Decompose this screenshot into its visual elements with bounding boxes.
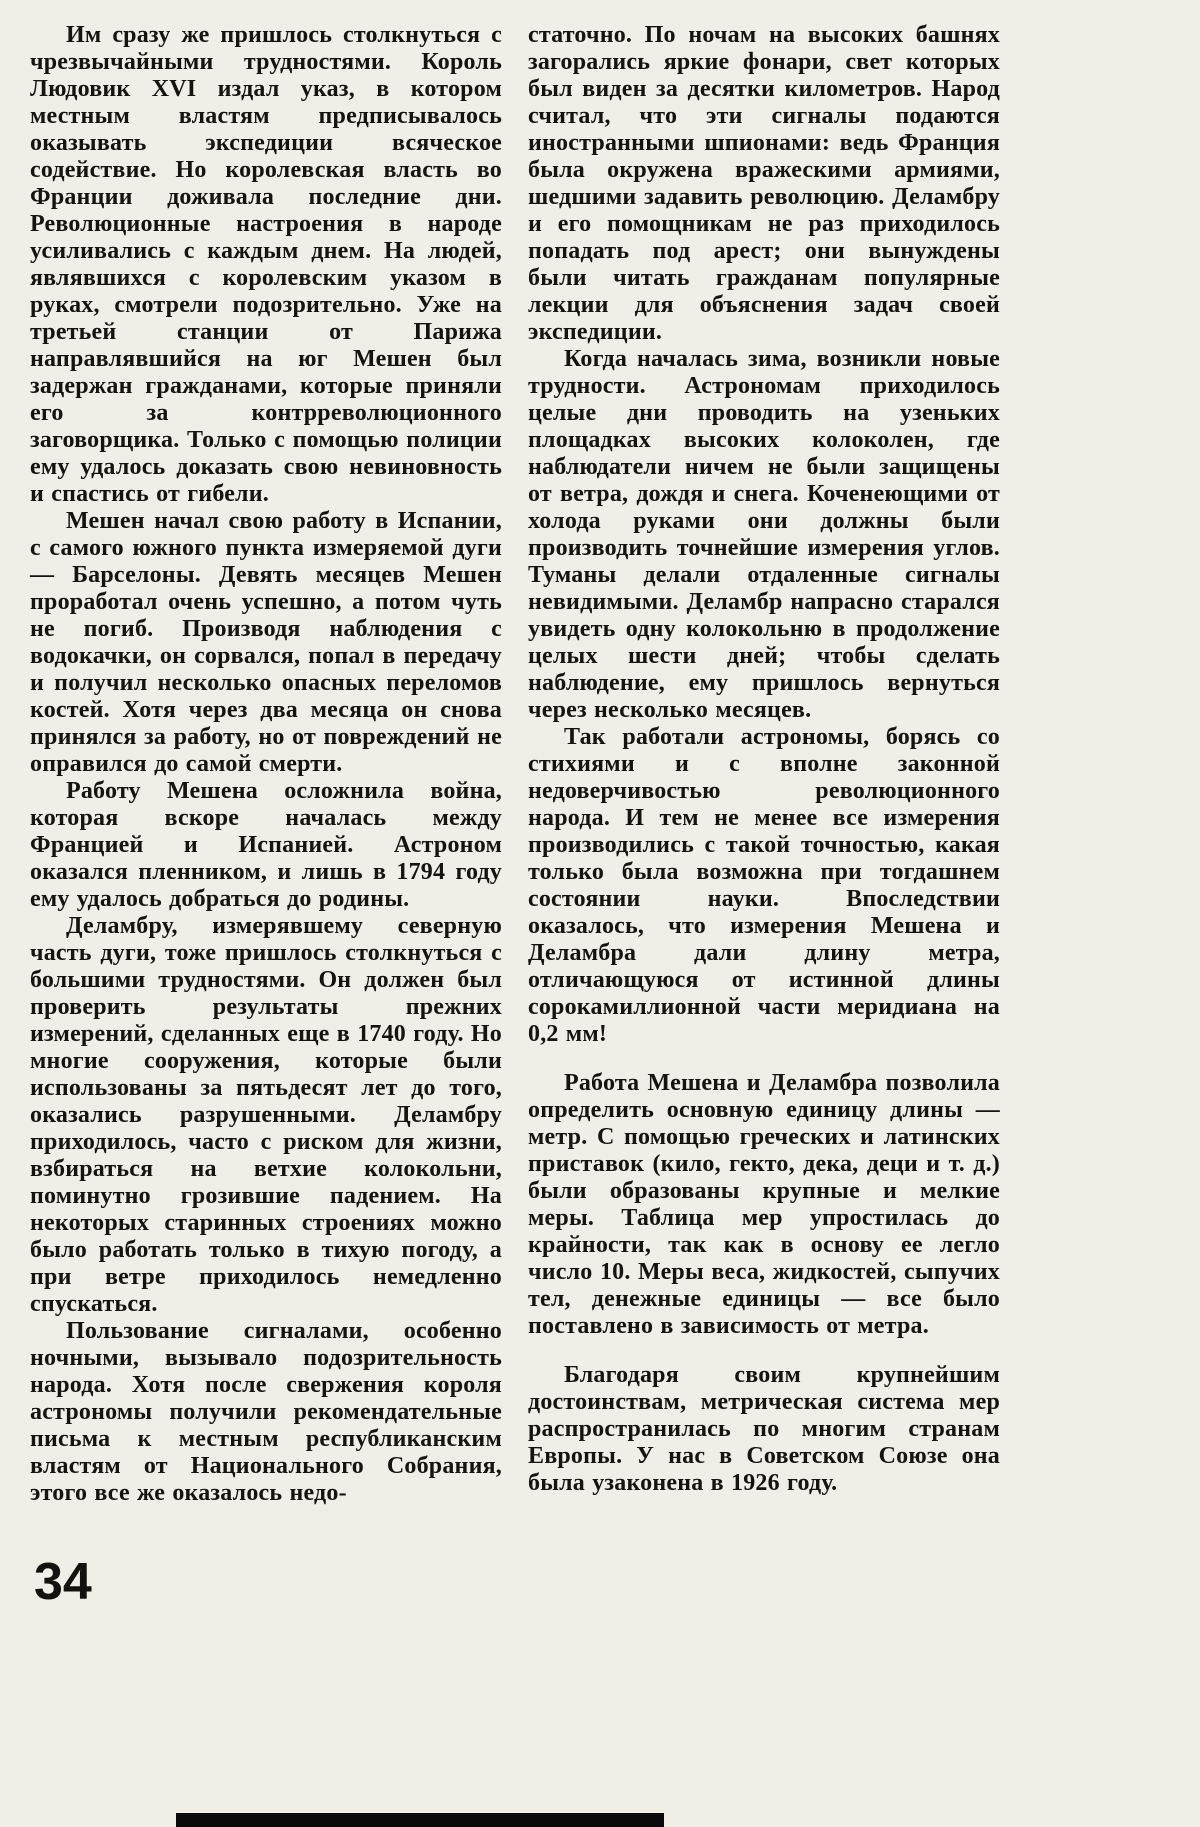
left-column — [30, 22, 502, 1507]
paragraph: Так работали астрономы, борясь со стихиями и с вполне законной недоверчивостью революционного народа. И тем не менее все измерения производились с такой точностью, какая только была возможна при тогдашнем состоянии науки. Впоследствии оказалось, что измерения Мешена и Деламбра дали длину метра, отличающуюся от истинной длины сорокамиллионной части меридиана на 0,2 мм! — [528, 724, 1000, 1047]
paragraph: Деламбру, измерявшему северную часть дуги, тоже пришлось столкнуться с большими трудностями. Он должен был проверить результаты прежних измерений, сделанных еще в 1740 году. Но многие сооружения, которые были использованы за пятьдесят лет до того, оказались разрушенными. Деламбру приходилось, часто с риском для жизни, взбираться на ветхие колокольни, поминутно грозившие падением. На некоторых старинных строениях можно было работать только в тихую погоду, а при ветре приходилось немедленно спускаться. — [30, 913, 502, 1317]
paragraph: Благодаря своим крупнейшим достоинствам, метрическая система мер распространилась по многим странам Европы. У нас в Советском Союзе она была узаконена в 1926 году. — [528, 1362, 1000, 1496]
right-column — [528, 22, 1000, 1507]
page-number: 34 — [34, 1553, 92, 1611]
paragraph: Работа Мешена и Деламбра позволила определить основную единицу длины — метр. С помощью греческих и латинских приставок (кило, гекто, дека, деци и т. д.) были образованы крупные и мелкие меры. Таблица мер упростилась до крайности, так как в основу ее легло число 10. Меры веса, жидкостей, сыпучих тел, денежные единицы — все было поставлено в зависимость от метра. — [528, 1070, 1000, 1339]
paragraph: Когда началась зима, возникли новые трудности. Астрономам приходилось целые дни проводить на узеньких площадках высоких колоколен, где наблюдатели ничем не были защищены от ветра, дождя и снега. Коченеющими от холода руками они должны были производить точнейшие измерения углов. Туманы делали отдаленные сигналы невидимыми. Деламбр напрасно старался увидеть одну колокольню в продолжение целых шести дней; чтобы сделать наблюдение, ему пришлось вернуться через несколько месяцев. — [528, 346, 1000, 723]
paragraph: Пользование сигналами, особенно ночными, вызывало подозрительность народа. Хотя после свержения короля астрономы получили рекомендательные письма к местным республиканским властям от Национального Собрания, этого все же оказалось недо- — [30, 1318, 502, 1506]
paragraph: Им сразу же пришлось столкнуться с чрезвычайными трудностями. Король Людовик XVI издал указ, в котором местным властям предписывалось оказывать экспедиции всяческое содействие. Но королевская власть во Франции доживала последние дни. Революционные настроения в народе усиливались с каждым днем. На людей, являвшихся с королевским указом в руках, смотрели подозрительно. Уже на третьей станции от Парижа направлявшийся на юг Мешен был задержан гражданами, которые приняли его за контрреволюционного заговорщика. Только с помощью полиции ему удалось доказать свою невиновность и спастись от гибели. — [30, 22, 502, 507]
paragraph: Мешен начал свою работу в Испании, с самого южного пункта измеряемой дуги — Барселоны. Девять месяцев Мешен проработал очень успешно, а потом чуть не погиб. Производя наблюдения с водокачки, он сорвался, попал в передачу и получил несколько опасных переломов костей. Хотя через два месяца он снова принялся за работу, но от повреждений не оправился до самой смерти. — [30, 508, 502, 777]
paragraph-continuation: статочно. По ночам на высоких башнях загорались яркие фонари, свет которых был виден за десятки километров. Народ считал, что эти сигналы подаются иностранными шпионами: ведь Франция была окружена вражескими армиями, шедшими задавить революцию. Деламбру и его помощникам не раз приходилось попадать под арест; они вынуждены были читать гражданам популярные лекции для объяснения задач своей экспедиции. — [528, 22, 1000, 345]
scan-artifact-bar — [176, 1813, 664, 1827]
paragraph: Работу Мешена осложнила война, которая вскоре началась между Францией и Испанией. Астроном оказался пленником, и лишь в 1794 году ему удалось добраться до родины. — [30, 778, 502, 912]
